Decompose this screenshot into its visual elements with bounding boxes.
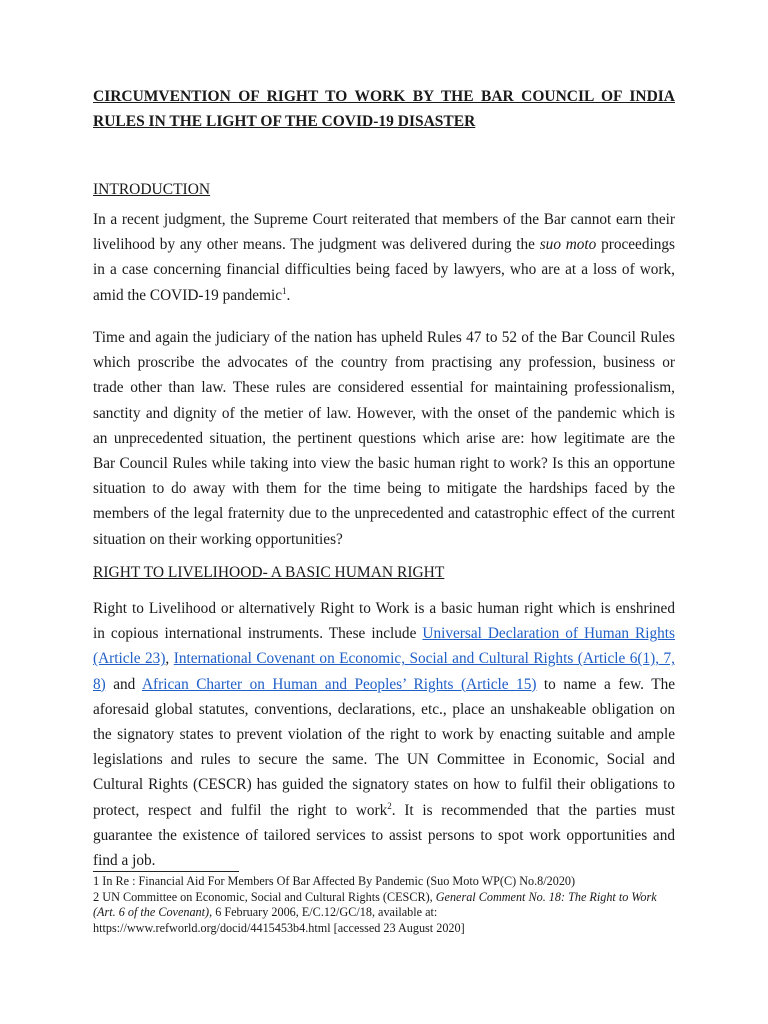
paragraph-line [93,798,675,823]
link-udhr-article[interactable]: (Article 23) [93,650,166,668]
footnote-text: , 6 February 2006, E/C.12/GC/18, available at: [209,905,438,920]
paragraph-line: trade other than law. These rules are considered essential for maintaining professionalism, [93,379,675,397]
footnote-1 [93,874,675,890]
footnote-2 [93,890,675,937]
footnote-italic-title: General Comment No. 18: The Right to Work (Art. 6 of the Covenant) [93,889,657,920]
link-udhr[interactable]: Universal Declaration of Human Rights [422,625,676,643]
paragraph-line: find a job. [93,852,156,870]
text-run: , [165,650,174,668]
paragraph-right-to-work [93,596,675,873]
paragraph-line [93,232,675,257]
link-achpr[interactable]: African Charter on Human and Peoples’ Rights (Article 15) [142,675,537,693]
text-run: livelihood by any other means. The judgment was delivered during the [93,236,540,254]
heading-introduction: INTRODUCTION [93,181,211,198]
paragraph-line: sanctity and dignity of the metier of law. However, with the onset of the pandemic which is [93,404,675,422]
footnote-text: In Re : Financial Aid For Members Of Bar Affected By Pandemic (Suo Moto WP(C) No.8/2020) [99,874,576,888]
text-run: amid the COVID-19 pandemic [93,286,283,304]
text-run: proceedings [596,236,675,254]
footnote-url: https://www.refworld.org/docid/4415453b4.html [accessed 23 August 2020] [93,920,465,935]
paragraph-line: Cultural Rights (CESCR) has guided the signatory states on how to fulfil their obligations to [93,776,675,794]
text-run: . [286,286,291,304]
footnotes [93,874,675,936]
document-title: CIRCUMVENTION OF RIGHT TO WORK BY THE BAR COUNCIL OF INDIA RULES IN THE LIGHT OF THE COVID-19 DISASTER [93,88,675,130]
paragraph-line: in a case concerning financial difficulties being faced by lawyers, who are at a loss of work, [93,261,675,279]
link-iccpr[interactable]: International Covenant on Economic, Social and Cultural Rights (Article 6(1), 7, [173,650,675,668]
footnote-text: UN Committee on Economic, Social and Cultural Rights (CESCR), [99,889,436,904]
paragraph-line: guarantee the existence of tailored services to assist persons to spot work opportunities and [93,826,675,844]
paragraph-line: situation on their working opportunities? [93,530,343,548]
paragraph-line: an unprecedented situation, the pertinent questions which arise are: how legitimate are the [93,429,675,447]
footnote-number: 1 [93,874,100,888]
paragraph-line: Bar Council Rules while taking into view the basic human right to work? Is this an opportune [93,455,675,473]
footnote-divider [93,871,239,872]
paragraph-line: In a recent judgment, the Supreme Court reiterated that members of the Bar cannot earn their [93,211,675,228]
paragraph-line: which proscribe the advocates of the country from practising any profession, business or [93,354,675,372]
paragraph-line [93,283,675,308]
paragraph-line: Time and again the judiciary of the nation has upheld Rules 47 to 52 of the Bar Council Rules [93,329,675,346]
paragraph-line [93,646,675,671]
paragraph-intro [93,207,675,308]
text-run: in copious international instruments. These include [93,625,423,643]
footnote-ref-2[interactable]: 2 [387,800,392,811]
footnote-number: 2 [93,889,100,904]
paragraph-line: situation to do away with them for the time being to mitigate the hardships faced by the [93,480,675,498]
text-run: . It is recommended that the parties must [391,801,675,819]
heading-right-to-livelihood: RIGHT TO LIVELIHOOD- A BASIC HUMAN RIGHT [93,564,445,581]
paragraph-line [93,672,675,697]
text-run: protect, respect and fulfil the right to work [93,801,388,819]
link-iccpr-article[interactable]: 8) [93,675,106,693]
paragraph-line: Right to Livelihood or alternatively Right to Work is a basic human right which is enshrined [93,600,675,617]
italic-term: suo moto [539,236,597,254]
paragraph-line: legislations and rules to secure the same. The UN Committee in Economic, Social and [93,751,675,769]
paragraph-bar-council-rules [93,325,675,552]
paragraph-line [93,621,675,646]
text-run: to name a few. The [536,675,676,693]
paragraph-line: the signatory states to prevent violation of the right to work by enacting suitable and ample [93,726,675,744]
paragraph-line: members of the legal fraternity due to the unprecedented and catastrophic effect of the current [93,505,675,523]
footnote-ref-1[interactable]: 1 [282,285,287,296]
text-run: and [105,675,142,693]
paragraph-line: aforesaid global statutes, conventions, declarations, etc., place an unshakeable obligation on [93,700,675,718]
